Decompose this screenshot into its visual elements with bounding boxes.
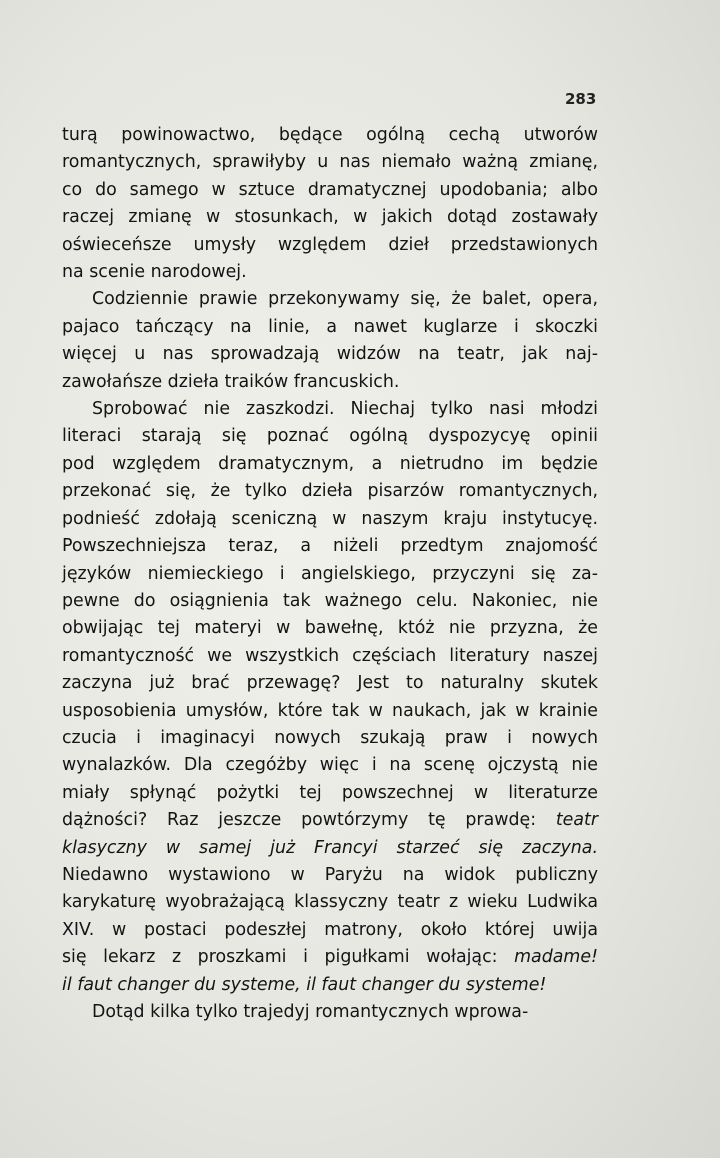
line-text: raczej zmianę w stosunkach, w jakich dotąd zostawały (62, 207, 598, 228)
line-text: turą powinowactwo, będące ogólną cechą utworów (62, 125, 598, 145)
text-line (62, 423, 598, 450)
text-line (62, 889, 598, 916)
text-line (62, 341, 598, 368)
text-line (62, 588, 598, 615)
line-text: romantycznych, sprawiłyby u nas niemało ważną zmianę, (62, 152, 598, 173)
text-line (62, 177, 598, 204)
body-text (62, 122, 598, 1026)
paragraph (62, 122, 598, 286)
line-text: zawołańsze dzieła traików francuskich. (62, 371, 400, 392)
line-text: oświeceńsze umysły względem dzieł przedstawionych (62, 234, 598, 255)
line-text: języków niemieckiego i angielskiego, przyczyni się za- (62, 563, 598, 584)
text-line (62, 561, 598, 588)
line-text: zaczyna już brać przewagę? Jest to naturalny skutek (62, 673, 598, 694)
line-text: się lekarz z proszkami i pigułkami wołając: (62, 947, 515, 968)
paragraph (62, 396, 598, 999)
line-text: podnieść zdołają sceniczną w naszym kraju instytucyę. (62, 508, 598, 529)
text-line (62, 533, 598, 560)
line-text: pod względem dramatycznym, a nietrudno im będzie (62, 453, 598, 474)
paragraph (62, 286, 598, 396)
line-text: Dotąd kilka tylko trajedyj romantycznych wprowa- (92, 1002, 529, 1022)
line-text: więcej u nas sprowadzają widzów na teatr, jak naj- (62, 344, 598, 365)
line-text: wynalazków. Dla czegóżby więc i na scenę ojczystą nie (62, 755, 598, 776)
line-text: romantyczność we wszystkich częściach literatury naszej (62, 645, 598, 666)
text-line (62, 752, 598, 779)
text-line (62, 396, 598, 423)
text-line (62, 259, 598, 286)
line-text: pajaco tańczący na linie, a nawet kuglarze i skoczki (62, 316, 598, 337)
line-text: przekonać się, że tylko dzieła pisarzów romantycznych, (62, 481, 598, 502)
line-text: co do samego w sztuce dramatycznej upodobania; albo (62, 179, 598, 200)
text-line (62, 204, 598, 231)
text-line (62, 286, 598, 313)
line-text: dążności? Raz jeszcze powtórzymy tę prawdę: (62, 810, 556, 831)
page-number: 283 (565, 90, 597, 108)
italic-text: madame! (514, 947, 598, 968)
text-line (62, 643, 598, 670)
italic-text: teatr (555, 810, 598, 831)
text-line (62, 478, 598, 505)
paragraph (62, 999, 598, 1026)
line-text: literaci starają się poznać ogólną dyspozycyę opinii (62, 426, 598, 447)
text-line (62, 670, 598, 697)
italic-text: klasyczny w samej już Francyi starzeć się zaczyna. (62, 837, 598, 858)
line-text: czucia i imaginacyi nowych szukają praw i nowych (62, 727, 598, 748)
line-text: pewne do osiągnienia tak ważnego celu. Nakoniec, nie (62, 590, 598, 611)
text-line (62, 999, 598, 1026)
text-line (62, 725, 598, 752)
line-text: XIV. w postaci podeszłej matrony, około której uwija (62, 919, 598, 940)
line-text: Niedawno wystawiono w Paryżu na widok publiczny (62, 864, 598, 885)
text-line (62, 122, 598, 149)
text-line (62, 780, 598, 807)
line-text: Codziennie prawie przekonywamy się, że balet, opera, (92, 289, 598, 310)
text-line (62, 451, 598, 478)
line-text: usposobienia umysłów, które tak w naukach, jak w krainie (62, 700, 598, 721)
line-text: Sprobować nie zaszkodzi. Niechaj tylko nasi młodzi (92, 399, 598, 420)
text-line (62, 369, 598, 396)
line-text: na scenie narodowej. (62, 262, 247, 283)
text-line (62, 972, 598, 999)
italic-text: il faut changer du systeme, il faut changer du systeme! (62, 974, 547, 995)
text-line (62, 506, 598, 533)
line-text: obwijając tej materyi w bawełnę, któż nie przyzna, że (62, 618, 598, 639)
text-line (62, 314, 598, 341)
line-text: Powszechniejsza teraz, a niżeli przedtym znajomość (62, 536, 598, 557)
line-text: miały spłynąć pożytki tej powszechnej w literaturze (62, 782, 598, 803)
text-line (62, 615, 598, 642)
text-line (62, 149, 598, 176)
text-line (62, 917, 598, 944)
line-text: karykaturę wyobrażającą klassyczny teatr z wieku Ludwika (62, 892, 598, 913)
text-line (62, 835, 598, 862)
text-line (62, 232, 598, 259)
text-line (62, 944, 598, 971)
text-line (62, 807, 598, 834)
text-line (62, 698, 598, 725)
text-line (62, 862, 598, 889)
